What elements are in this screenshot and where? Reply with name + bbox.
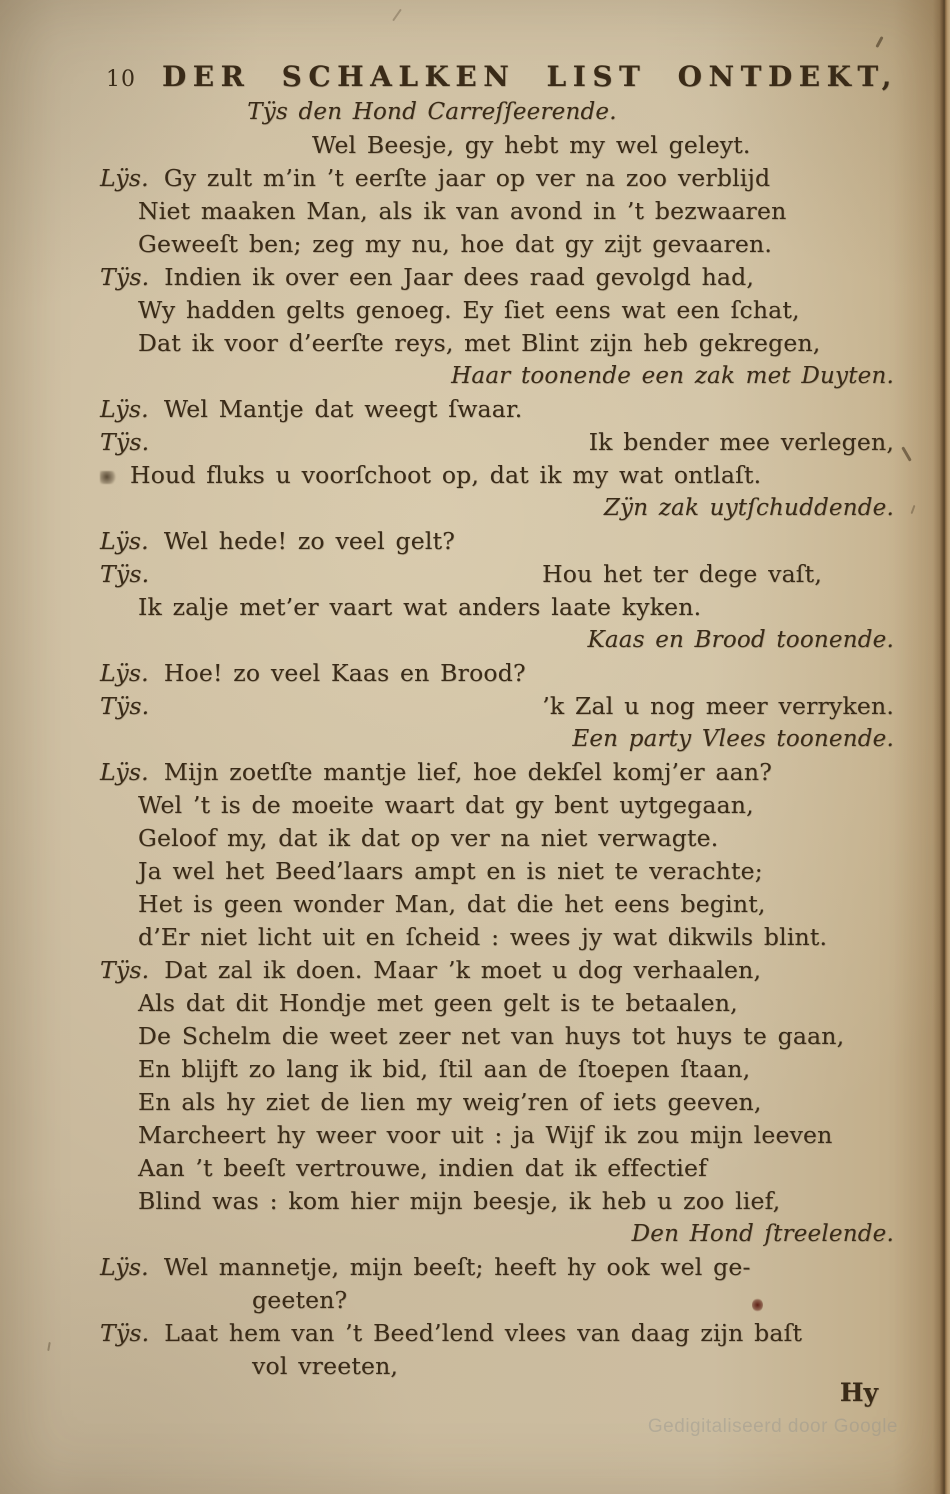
line-text: Ik bender mee verlegen,	[588, 428, 894, 456]
line-text: Kaas en Brood toonende.	[587, 627, 894, 653]
line-text: Zÿn zak uytſchuddende.	[603, 495, 894, 521]
line-text: Indien ik over een Jaar dees raad gevolgd had,	[164, 263, 755, 291]
line-text: Gy zult m’in ’t eerſte jaar op ver na zoo verblijd	[163, 164, 771, 192]
ink-mark	[47, 1342, 51, 1351]
speech-line	[100, 756, 894, 789]
line-text: Laat hem van ’t Beed’lend vlees van daag zijn baſt	[164, 1319, 803, 1347]
line-text: geeten?	[252, 1286, 348, 1314]
stage-direction	[100, 96, 764, 129]
line-text: Dat ik voor d’eerſte reys, met Blint zijn heb gekregen,	[138, 329, 821, 357]
line-text: Mijn zoetſte mantje lief, hoe dekſel komj’er aan?	[163, 758, 772, 786]
stage-direction	[100, 1218, 894, 1251]
speaker-name: Lÿs.	[100, 164, 149, 192]
line-text: ’k Zal u nog meer verryken.	[542, 692, 894, 720]
line-text: Het is geen wonder Man, dat die het eens begint,	[138, 890, 766, 918]
verse-line	[100, 789, 894, 822]
line-text: Dat zal ik doen. Maar ’k moet u dog verhaalen,	[164, 956, 762, 984]
speech-line	[100, 954, 894, 987]
line-text: vol vreeten,	[252, 1352, 399, 1380]
line-text: Haar toonende een zak met Duyten.	[451, 363, 894, 389]
speaker-name: Tÿs.	[100, 263, 150, 291]
ink-mark	[875, 36, 883, 48]
line-text: Den Hond ſtreelende.	[631, 1221, 894, 1247]
verse-line	[100, 822, 894, 855]
line-text: Blind was : kom hier mijn beesje, ik heb u zoo lief,	[138, 1187, 781, 1215]
line-text: Ik zalje met’er vaart wat anders laate kyken.	[138, 593, 702, 621]
stage-direction	[100, 492, 894, 525]
speech-line	[100, 1317, 894, 1350]
speaker-name: Tÿs.	[100, 428, 150, 456]
speaker-name: Lÿs.	[100, 1253, 149, 1281]
line-text: Wel Beesje, gy hebt my wel geleyt.	[312, 131, 751, 159]
verse-line	[100, 1284, 894, 1317]
line-text: Geloof my, dat ik dat op ver na niet verwagte.	[138, 824, 719, 852]
ink-smudge	[100, 471, 117, 484]
line-text: En als hy ziet de lien my weig’ren of iets geeven,	[138, 1088, 762, 1116]
verse-line	[100, 327, 894, 360]
verse-line	[100, 591, 894, 624]
ink-mark	[911, 505, 916, 514]
speech-line	[100, 1251, 894, 1284]
line-text: Tÿs den Hond Carreſſeerende.	[247, 99, 617, 125]
page-header	[100, 60, 898, 100]
verse-line	[100, 1020, 894, 1053]
speech-line	[100, 657, 894, 690]
stage-direction	[100, 624, 894, 657]
line-text: Ja wel het Beed’laars ampt en is niet te verachte;	[138, 857, 763, 885]
verse-line	[100, 888, 894, 921]
ink-mark	[901, 446, 912, 461]
speaker-name: Tÿs.	[100, 956, 150, 984]
speaker-name: Lÿs.	[100, 395, 149, 423]
verse-line	[100, 921, 894, 954]
verse-line	[100, 1185, 894, 1218]
line-text: Hoe! zo veel Kaas en Brood?	[163, 659, 526, 687]
verse-line	[100, 459, 894, 492]
line-text: Houd fluks u voorſchoot op, dat ik my wat ontlaſt.	[130, 461, 762, 489]
speech-line	[100, 558, 894, 591]
line-text: Wy hadden gelts genoeg. Ey ſiet eens wat een ſchat,	[138, 296, 800, 324]
ink-mark	[392, 9, 402, 22]
speech-line	[100, 162, 894, 195]
verse-line	[100, 1119, 894, 1152]
speaker-name: Tÿs.	[100, 560, 150, 588]
line-text: Wel hede! zo veel gelt?	[163, 527, 456, 555]
line-text: d’Er niet licht uit en ſcheid : wees jy wat dikwils blint.	[138, 923, 828, 951]
speech-line	[100, 393, 894, 426]
line-text: De Schelm die weet zeer net van huys tot huys te gaan,	[138, 1022, 845, 1050]
line-text: En blijft zo lang ik bid, ſtil aan de ſtoepen ſtaan,	[138, 1055, 751, 1083]
verse-line	[100, 1053, 894, 1086]
speaker-name: Lÿs.	[100, 659, 149, 687]
stage-direction	[100, 723, 894, 756]
line-text: Een party Vlees toonende.	[572, 726, 894, 752]
verse-line	[100, 294, 894, 327]
verse-line	[100, 855, 894, 888]
verse-line	[100, 1086, 894, 1119]
line-text: Hou het ter dege vaſt,	[542, 560, 822, 588]
line-text: Wel ’t is de moeite waart dat gy bent uytgegaan,	[138, 791, 754, 819]
catchword: Hy	[839, 1378, 878, 1407]
stage-direction	[100, 360, 894, 393]
line-text: Wel Mantje dat weegt ſwaar.	[163, 395, 523, 423]
line-text: Geweeſt ben; zeg my nu, hoe dat gy zijt gevaaren.	[138, 230, 773, 258]
verse-line	[100, 1152, 894, 1185]
verse-line	[100, 195, 894, 228]
line-text: Als dat dit Hondje met geen gelt is te betaalen,	[138, 989, 738, 1017]
verse-line	[100, 1350, 894, 1383]
line-text: Aan ’t beeſt vertrouwe, indien dat ik effectief	[138, 1154, 708, 1182]
line-text: Niet maaken Man, als ik van avond in ’t bezwaaren	[138, 197, 787, 225]
speaker-name: Lÿs.	[100, 758, 149, 786]
digitization-watermark: Gedigitaliseerd door Google	[647, 1416, 898, 1437]
speech-line	[100, 426, 894, 459]
speech-line	[100, 690, 894, 723]
ink-spot	[752, 1298, 763, 1312]
text-column	[100, 96, 894, 1383]
speaker-name: Lÿs.	[100, 527, 149, 555]
page-number: 10	[106, 67, 136, 92]
line-text: Wel mannetje, mijn beeſt; heeft hy ook wel ge-	[163, 1253, 751, 1281]
speaker-name: Tÿs.	[100, 1319, 150, 1347]
book-edge-shadow	[933, 0, 950, 1494]
speaker-name: Tÿs.	[100, 692, 150, 720]
line-text: Marcheert hy weer voor uit : ja Wijf ik zou mijn leeven	[138, 1121, 833, 1149]
running-title: DER SCHALKEN LIST ONTDEKT,	[162, 60, 898, 93]
verse-line	[100, 228, 894, 261]
verse-line	[100, 129, 894, 162]
speech-line	[100, 261, 894, 294]
speech-line	[100, 525, 894, 558]
verse-line	[100, 987, 894, 1020]
